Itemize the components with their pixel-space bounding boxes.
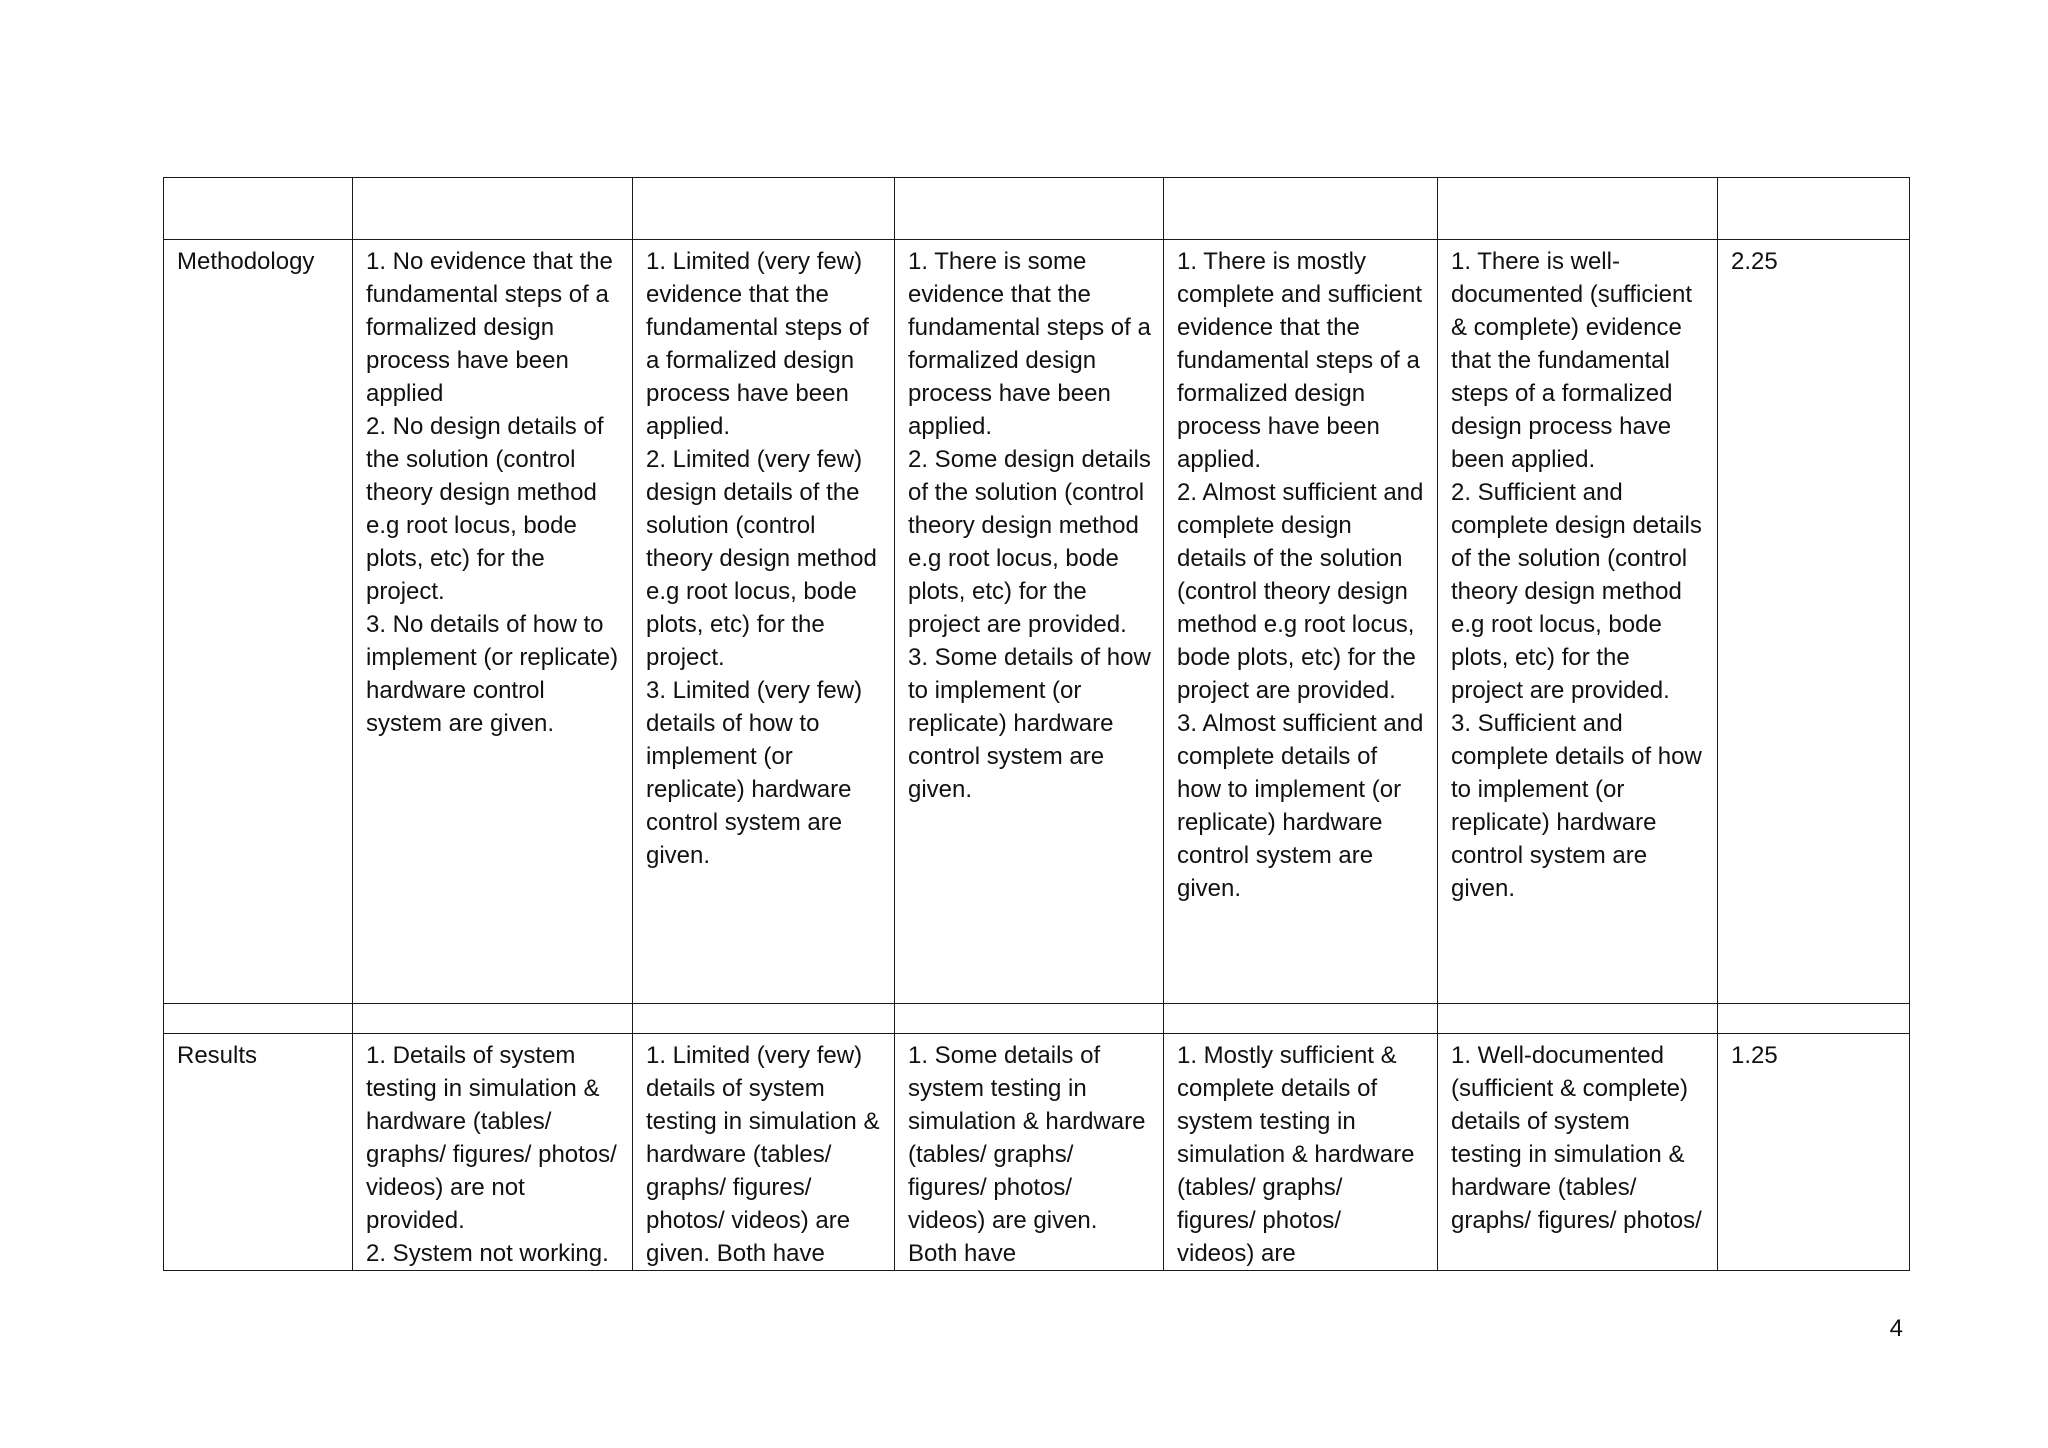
level-description: 1. There is mostly complete and sufficient evidence that the fundamental steps of a formalized design process have been applied. 2. Almost sufficient and complete design details of the solution (control theory design method e.g root locus, bode plots, etc) for the project are provided. 3. Almost sufficient and complete details of how to implement (or replicate) hardware control system are given.: [1164, 240, 1438, 1004]
level-description: 1. Limited (very few) evidence that the fundamental steps of a formalized design process have been applied. 2. Limited (very few) design details of the solution (control theory design method e.g root locus, bode plots, etc) for the project. 3. Limited (very few) details of how to implement (or replicate) hardware control system are given.: [633, 240, 895, 1004]
empty-cell: [1164, 178, 1438, 240]
empty-cell: [895, 178, 1164, 240]
rubric-table: [163, 177, 1910, 1271]
level-description: 1. Limited (very few) details of system testing in simulation & hardware (tables/ graphs/ figures/ photos/ videos) are given. Both have: [633, 1034, 895, 1271]
empty-cell: [1438, 178, 1718, 240]
level-description: 1. Details of system testing in simulation & hardware (tables/ graphs/ figures/ photos/ videos) are not provided. 2. System not working.: [353, 1034, 633, 1271]
level-description: 1. Some details of system testing in simulation & hardware (tables/ graphs/ figures/ photos/ videos) are given. Both have: [895, 1034, 1164, 1271]
criterion-label: Results: [164, 1034, 353, 1271]
empty-cell: [1718, 1004, 1910, 1034]
level-description: 1. Well-documented (sufficient & complete) details of system testing in simulation & hardware (tables/ graphs/ figures/ photos/: [1438, 1034, 1718, 1271]
page-number: 4: [1889, 1315, 1903, 1342]
empty-cell: [164, 1004, 353, 1034]
table-row-results: [164, 1034, 1910, 1271]
empty-cell: [353, 1004, 633, 1034]
level-description: 1. There is well-documented (sufficient & complete) evidence that the fundamental steps of a formalized design process have been applied. 2. Sufficient and complete design details of the solution (control theory design method e.g root locus, bode plots, etc) for the project are provided. 3. Sufficient and complete details of how to implement (or replicate) hardware control system are given.: [1438, 240, 1718, 1004]
empty-cell: [353, 178, 633, 240]
level-description: 1. Mostly sufficient & complete details of system testing in simulation & hardware (tables/ graphs/ figures/ photos/ videos) are: [1164, 1034, 1438, 1271]
level-description: 1. There is some evidence that the fundamental steps of a formalized design process have been applied. 2. Some design details of the solution (control theory design method e.g root locus, bode plots, etc) for the project are provided. 3. Some details of how to implement (or replicate) hardware control system are given.: [895, 240, 1164, 1004]
table-header-row: [164, 178, 1910, 240]
criterion-label: Methodology: [164, 240, 353, 1004]
level-description: 1. No evidence that the fundamental steps of a formalized design process have been applied 2. No design details of the solution (control theory design method e.g root locus, bode plots, etc) for the project. 3. No details of how to implement (or replicate) hardware control system are given.: [353, 240, 633, 1004]
empty-cell: [1718, 178, 1910, 240]
empty-cell: [1438, 1004, 1718, 1034]
score-cell: 2.25: [1718, 240, 1910, 1004]
empty-cell: [633, 178, 895, 240]
score-cell: 1.25: [1718, 1034, 1910, 1271]
empty-cell: [895, 1004, 1164, 1034]
table-row-methodology: [164, 240, 1910, 1004]
empty-cell: [164, 178, 353, 240]
table-spacer-row: [164, 1004, 1910, 1034]
empty-cell: [1164, 1004, 1438, 1034]
empty-cell: [633, 1004, 895, 1034]
